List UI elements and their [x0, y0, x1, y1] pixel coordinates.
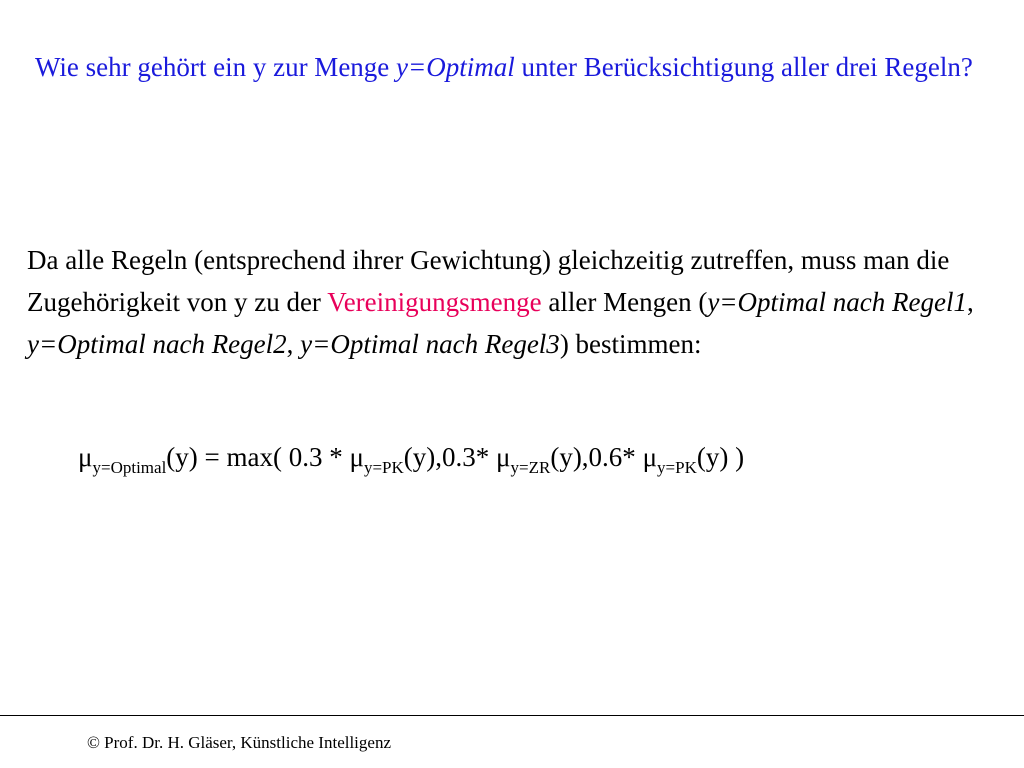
- mu-symbol: μ: [349, 442, 364, 472]
- footer-copyright: © Prof. Dr. H. Gläser, Künstliche Intelligenz: [87, 733, 391, 752]
- subscript-optimal: y=Optimal: [92, 458, 167, 477]
- title-text-part1: Wie sehr gehört ein y zur Menge: [35, 52, 397, 82]
- subscript-pk: y=PK: [363, 458, 404, 477]
- separator-2: ,: [286, 329, 301, 359]
- formula-term1-rest: (y),0.3*: [403, 442, 497, 472]
- title-emphasis: y=Optimal: [396, 52, 515, 82]
- mu-symbol: μ: [496, 442, 511, 472]
- set-rule2: y=Optimal nach Regel2: [27, 329, 287, 359]
- separator-1: ,: [966, 287, 974, 317]
- body-text-part1: Da alle Regeln (entsprechend ihrer Gewichtung) gleichzeitig zutreffen, muss man die Zugehörigkeit von y zu der: [27, 245, 950, 317]
- slide-title: [35, 48, 995, 86]
- formula-term2-rest: (y),0.6*: [550, 442, 643, 472]
- set-rule3: y=Optimal nach Regel3: [300, 329, 560, 359]
- subscript-pk: y=PK: [657, 458, 697, 477]
- body-text-part3: ) bestimmen:: [559, 329, 702, 359]
- title-text-part2: unter Berücksichtigung aller drei Regeln?: [514, 52, 973, 82]
- mu-symbol: μ: [78, 442, 93, 472]
- formula-term3-rest: (y) ): [696, 442, 745, 472]
- set-rule1: y=Optimal nach Regel1: [707, 287, 967, 317]
- highlight-vereinigungsmenge: Vereinigungsmenge: [327, 287, 542, 317]
- mu-symbol: μ: [642, 442, 658, 472]
- body-paragraph: [27, 239, 1017, 365]
- subscript-zr: y=ZR: [510, 458, 551, 477]
- footer-divider: [0, 715, 1024, 716]
- formula-lhs-rest: (y) = max( 0.3 *: [166, 442, 350, 472]
- membership-formula: [78, 437, 1008, 477]
- body-text-part2: aller Mengen (: [541, 287, 708, 317]
